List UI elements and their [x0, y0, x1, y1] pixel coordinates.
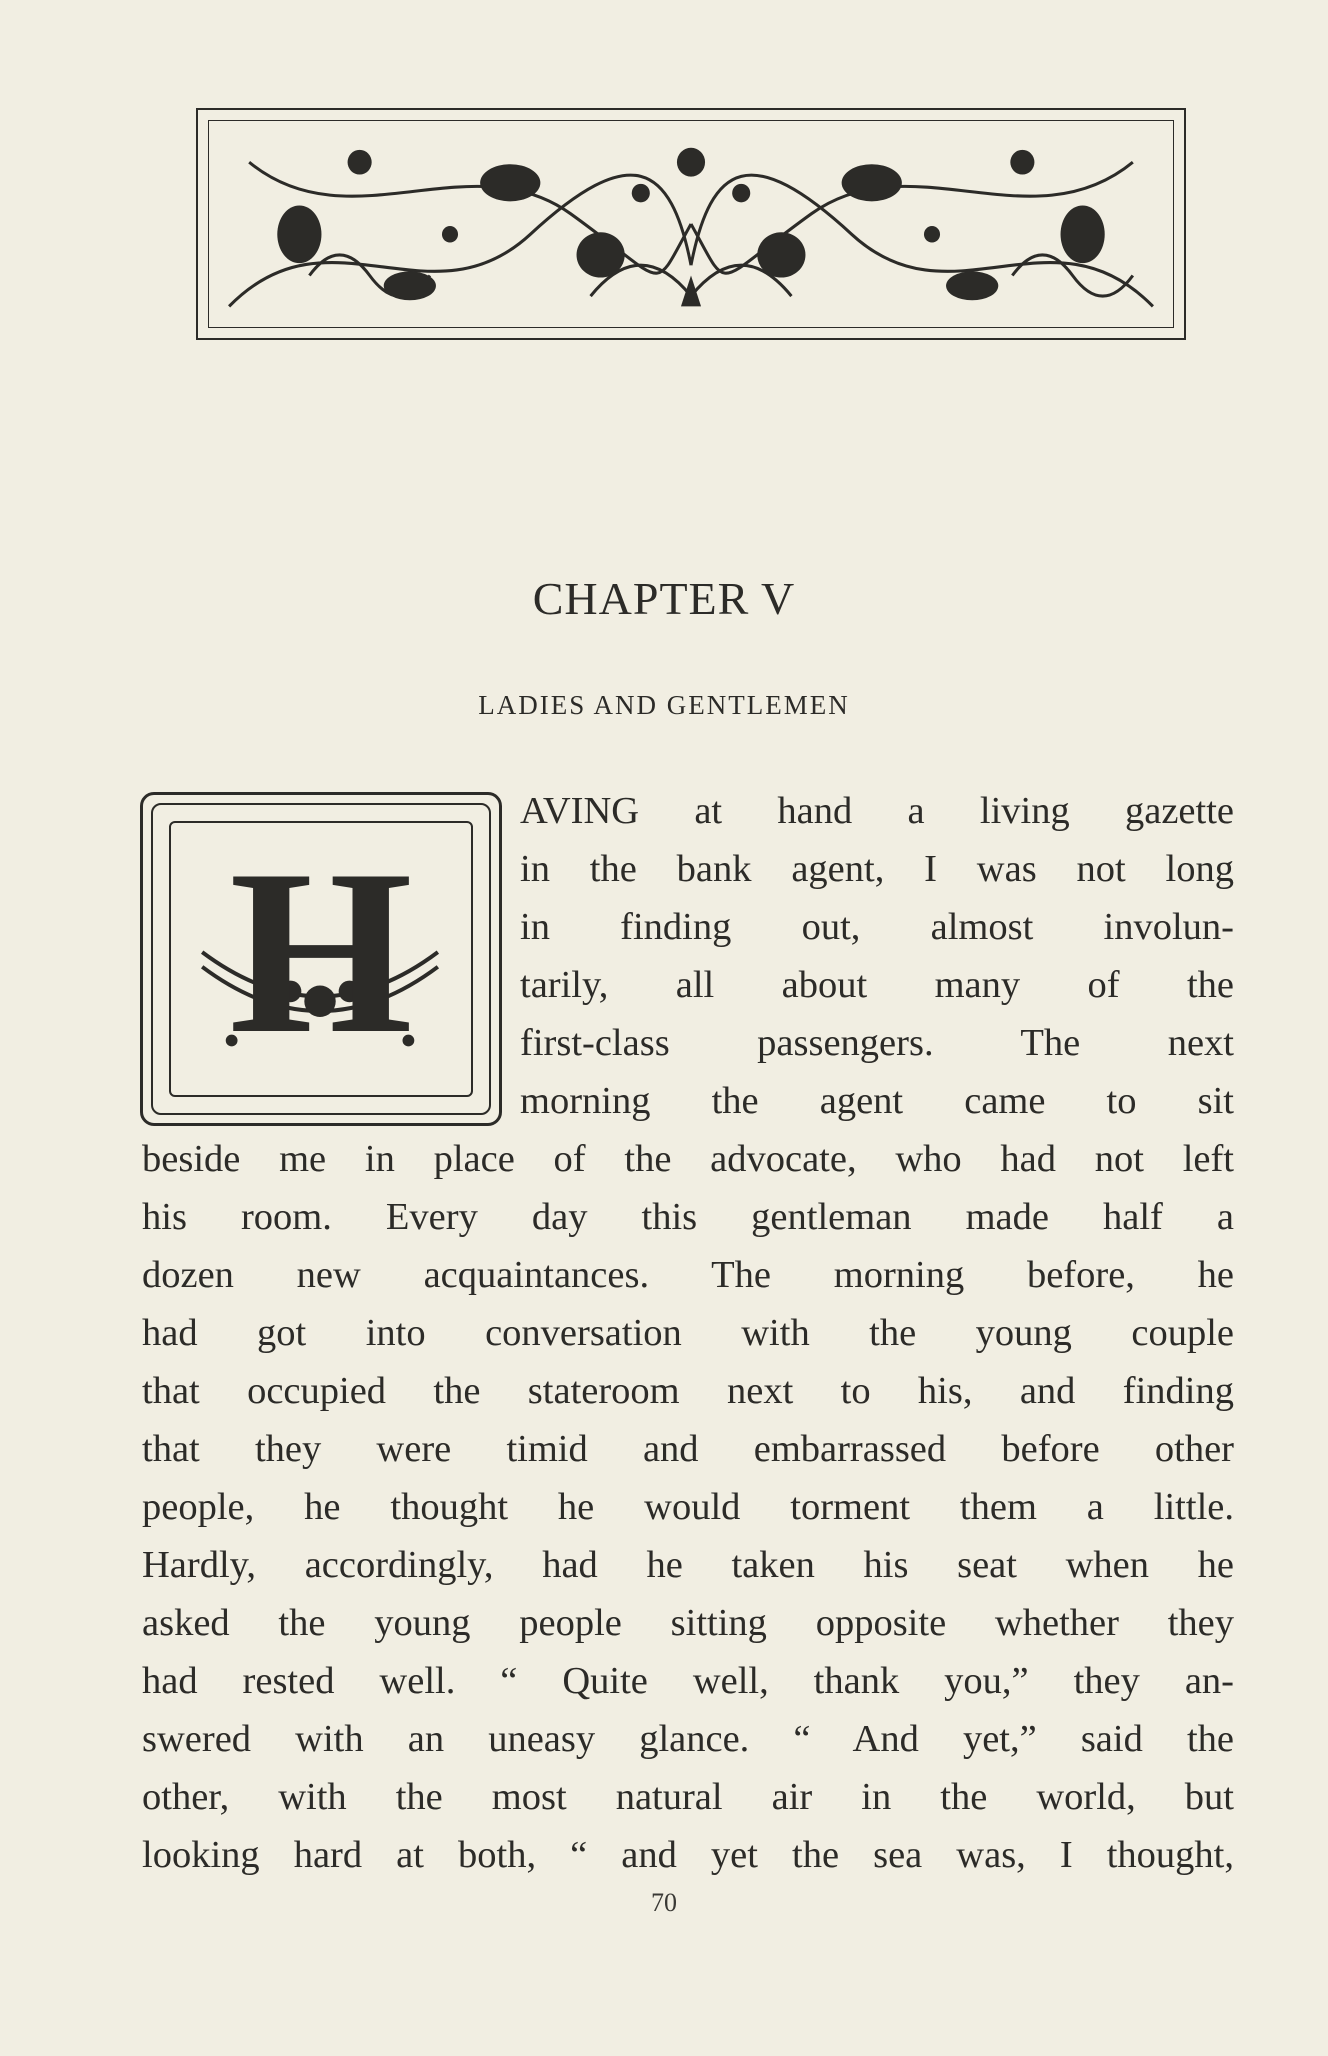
- text-line: dozen new acquaintances. The morning before, he: [142, 1254, 1234, 1296]
- text-line: that they were timid and embarrassed before other: [142, 1428, 1234, 1470]
- text-line: first-class passengers. The next: [520, 1022, 1234, 1064]
- text-line: in finding out, almost involun-: [520, 906, 1234, 948]
- paragraph-wrapped-lines: [520, 782, 1234, 1130]
- chapter-subtitle: LADIES AND GENTLEMEN: [478, 690, 850, 720]
- text-line: had got into conversation with the young couple: [142, 1312, 1234, 1354]
- text-line: asked the young people sitting opposite whether they: [142, 1602, 1234, 1644]
- text-line: had rested well. “ Quite well, thank you,” they an-: [142, 1660, 1234, 1702]
- text-line: people, he thought he would torment them a little.: [142, 1486, 1234, 1528]
- text-line: looking hard at both, “ and yet the sea was, I thought,: [142, 1834, 1234, 1876]
- text-line: that occupied the stateroom next to his, and finding: [142, 1370, 1234, 1412]
- chapter-title: CHAPTER V: [532, 573, 796, 624]
- text-line: other, with the most natural air in the world, but: [142, 1776, 1234, 1818]
- text-line: Hardly, accordingly, had he taken his seat when he: [142, 1544, 1234, 1586]
- text-line: AVING at hand a living gazette: [520, 790, 1234, 832]
- text-line: in the bank agent, I was not long: [520, 848, 1234, 890]
- text-line: tarily, all about many of the: [520, 964, 1234, 1006]
- text-line: his room. Every day this gentleman made half a: [142, 1196, 1234, 1238]
- drop-cap: [140, 792, 502, 1126]
- paragraph-full-lines: [142, 1130, 1234, 1884]
- drop-cap-letter: H: [229, 822, 413, 1083]
- decorative-headpiece: [196, 108, 1186, 340]
- text-line: morning the agent came to sit: [520, 1080, 1234, 1122]
- floral-ornament-icon: [209, 121, 1173, 327]
- text-line: swered with an uneasy glance. “ And yet,” said the: [142, 1718, 1234, 1760]
- text-line: beside me in place of the advocate, who had not left: [142, 1138, 1234, 1180]
- page-number: 70: [651, 1888, 677, 1917]
